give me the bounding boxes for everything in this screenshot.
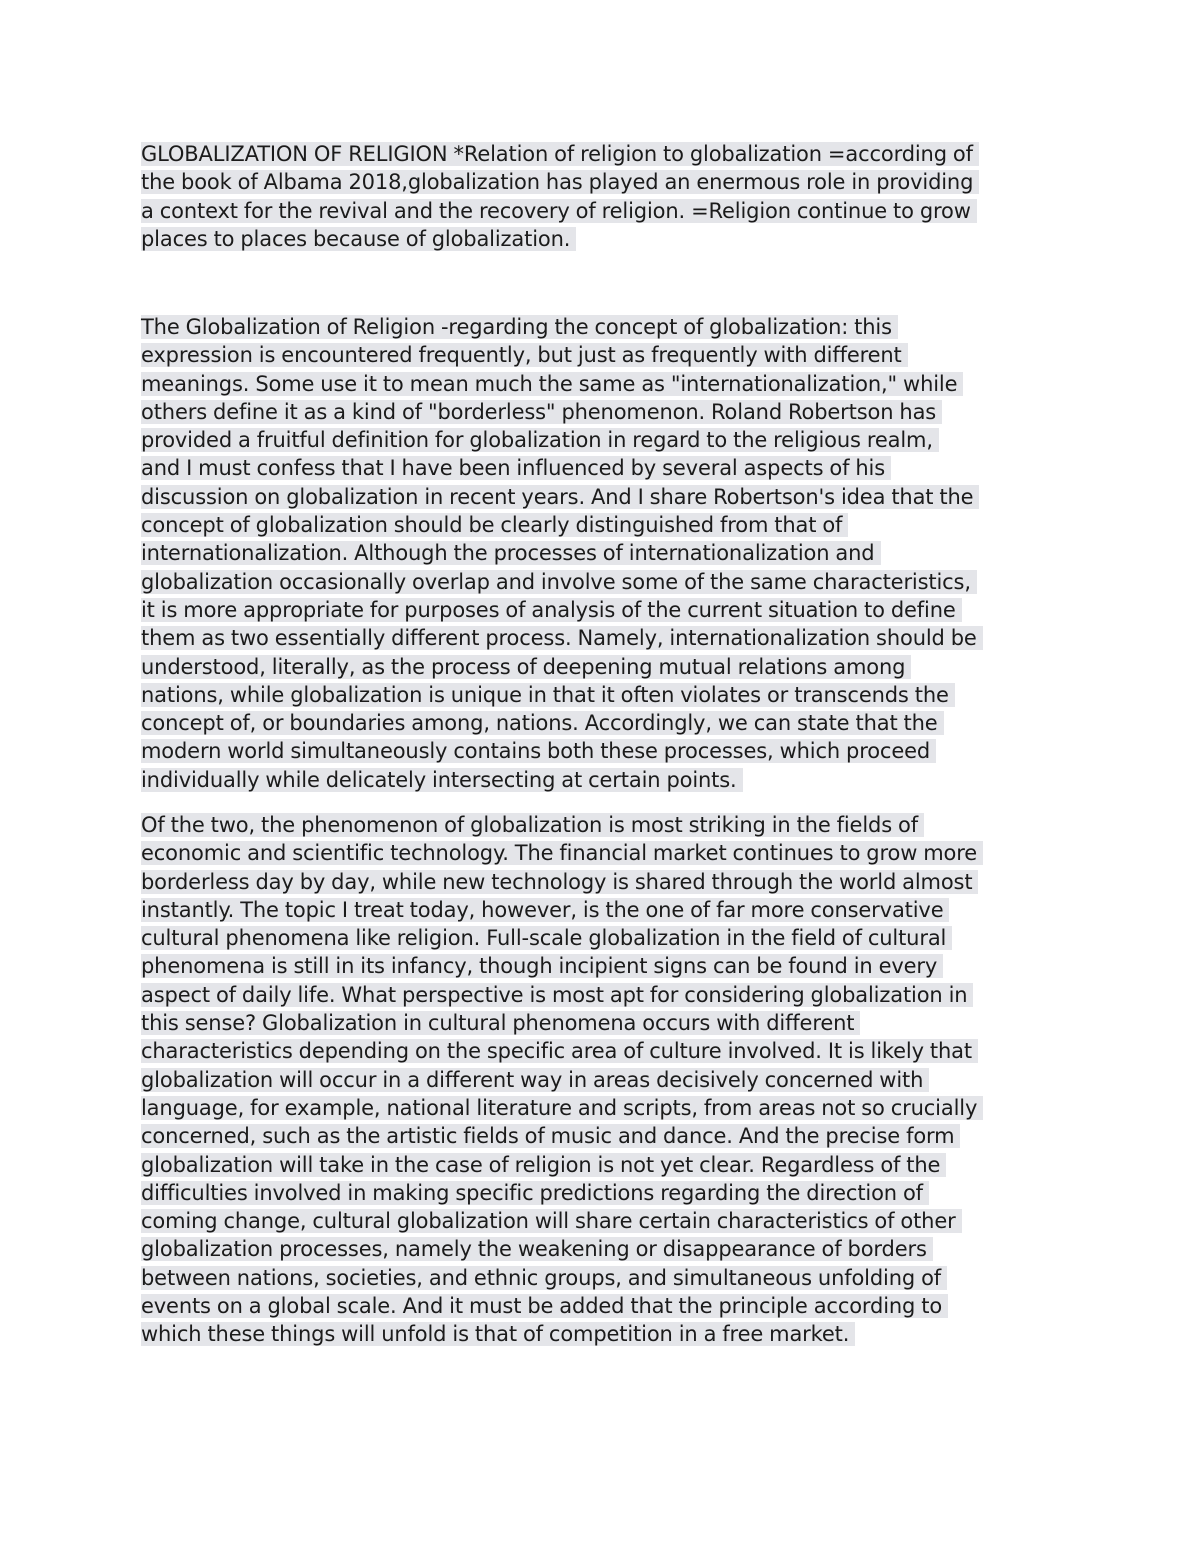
text-line: [141, 197, 1066, 225]
text-line: [141, 868, 1066, 896]
highlighted-text: instantly. The topic I treat today, however, is the one of far more conservative: [141, 898, 949, 922]
highlighted-text: between nations, societies, and ethnic groups, and simultaneous unfolding of: [141, 1266, 947, 1290]
highlighted-text: Of the two, the phenomenon of globalization is most striking in the fields of: [141, 813, 924, 837]
highlighted-text: phenomena is still in its infancy, though incipient signs can be found in every: [141, 954, 943, 978]
text-line: [141, 624, 1066, 652]
highlighted-text: language, for example, national literature and scripts, from areas not so crucially: [141, 1096, 983, 1120]
highlighted-text: The Globalization of Religion -regarding the concept of globalization: this: [141, 315, 898, 339]
highlighted-text: a context for the revival and the recovery of religion. =Religion continue to grow: [141, 199, 977, 223]
highlighted-text: coming change, cultural globalization will share certain characteristics of other: [141, 1209, 962, 1233]
highlighted-text: concept of globalization should be clearly distinguished from that of: [141, 513, 848, 537]
text-line: [141, 681, 1066, 709]
text-line: [141, 952, 1066, 980]
text-line: [141, 1235, 1066, 1263]
highlighted-text: which these things will unfold is that of competition in a free market.: [141, 1322, 855, 1346]
highlighted-text: meanings. Some use it to mean much the same as "internationalization," while: [141, 372, 963, 396]
text-line: [141, 811, 1066, 839]
text-line: [141, 1037, 1066, 1065]
text-line: [141, 426, 1066, 454]
highlighted-text: others define it as a kind of "borderless" phenomenon. Roland Robertson has: [141, 400, 942, 424]
highlighted-text: globalization processes, namely the weakening or disappearance of borders: [141, 1237, 933, 1261]
highlighted-text: it is more appropriate for purposes of analysis of the current situation to define: [141, 598, 962, 622]
highlighted-text: concept of, or boundaries among, nations. Accordingly, we can state that the: [141, 711, 944, 735]
highlighted-text: places to places because of globalization.: [141, 227, 576, 251]
text-line: [141, 1151, 1066, 1179]
text-line: [141, 1094, 1066, 1122]
text-line: [141, 454, 1066, 482]
text-line: [141, 568, 1066, 596]
text-line: [141, 596, 1066, 624]
highlighted-text: GLOBALIZATION OF RELIGION *Relation of religion to globalization =according of: [141, 142, 979, 166]
highlighted-text: discussion on globalization in recent years. And I share Robertson's idea that the: [141, 485, 979, 509]
text-line: [141, 709, 1066, 737]
text-line: [141, 1122, 1066, 1150]
highlighted-text: understood, literally, as the process of deepening mutual relations among: [141, 655, 911, 679]
text-line: [141, 737, 1066, 765]
paragraph-concept: [141, 313, 1066, 794]
paragraph-intro: [141, 140, 1066, 253]
highlighted-text: globalization will occur in a different way in areas decisively concerned with: [141, 1068, 929, 1092]
text-line: [141, 313, 1066, 341]
text-line: [141, 1066, 1066, 1094]
highlighted-text: events on a global scale. And it must be added that the principle according to: [141, 1294, 948, 1318]
text-line: [141, 1009, 1066, 1037]
highlighted-text: provided a fruitful definition for globalization in regard to the religious realm,: [141, 428, 939, 452]
highlighted-text: globalization occasionally overlap and involve some of the same characteristics,: [141, 570, 977, 594]
highlighted-text: concerned, such as the artistic fields of music and dance. And the precise form: [141, 1124, 960, 1148]
highlighted-text: nations, while globalization is unique in that it often violates or transcends the: [141, 683, 955, 707]
highlighted-text: internationalization. Although the processes of internationalization and: [141, 541, 881, 565]
text-line: [141, 225, 1066, 253]
highlighted-text: cultural phenomena like religion. Full-scale globalization in the field of cultural: [141, 926, 952, 950]
text-line: [141, 981, 1066, 1009]
highlighted-text: economic and scientific technology. The financial market continues to grow more: [141, 841, 983, 865]
highlighted-text: characteristics depending on the specific area of culture involved. It is likely that: [141, 1039, 978, 1063]
text-line: [141, 924, 1066, 952]
highlighted-text: difficulties involved in making specific predictions regarding the direction of: [141, 1181, 929, 1205]
text-line: [141, 341, 1066, 369]
highlighted-text: individually while delicately intersecting at certain points.: [141, 768, 743, 792]
highlighted-text: the book of Albama 2018,globalization has played an enermous role in providing: [141, 170, 979, 194]
text-line: [141, 1179, 1066, 1207]
text-line: [141, 1292, 1066, 1320]
highlighted-text: modern world simultaneously contains both these processes, which proceed: [141, 739, 936, 763]
highlighted-text: borderless day by day, while new technology is shared through the world almost: [141, 870, 978, 894]
highlighted-text: globalization will take in the case of religion is not yet clear. Regardless of the: [141, 1153, 946, 1177]
text-line: [141, 370, 1066, 398]
highlighted-text: expression is encountered frequently, but just as frequently with different: [141, 343, 908, 367]
text-line: [141, 653, 1066, 681]
text-line: [141, 839, 1066, 867]
text-line: [141, 140, 1066, 168]
text-line: [141, 1207, 1066, 1235]
text-line: [141, 398, 1066, 426]
text-line: [141, 539, 1066, 567]
paragraph-phenomenon: [141, 811, 1066, 1349]
text-line: [141, 1264, 1066, 1292]
text-line: [141, 483, 1066, 511]
highlighted-text: aspect of daily life. What perspective is most apt for considering globalization in: [141, 983, 973, 1007]
text-line: [141, 896, 1066, 924]
text-line: [141, 766, 1066, 794]
highlighted-text: this sense? Globalization in cultural phenomena occurs with different: [141, 1011, 860, 1035]
highlighted-text: and I must confess that I have been influenced by several aspects of his: [141, 456, 891, 480]
highlighted-text: them as two essentially different process. Namely, internationalization should be: [141, 626, 983, 650]
text-line: [141, 168, 1066, 196]
text-line: [141, 511, 1066, 539]
text-line: [141, 1320, 1066, 1348]
